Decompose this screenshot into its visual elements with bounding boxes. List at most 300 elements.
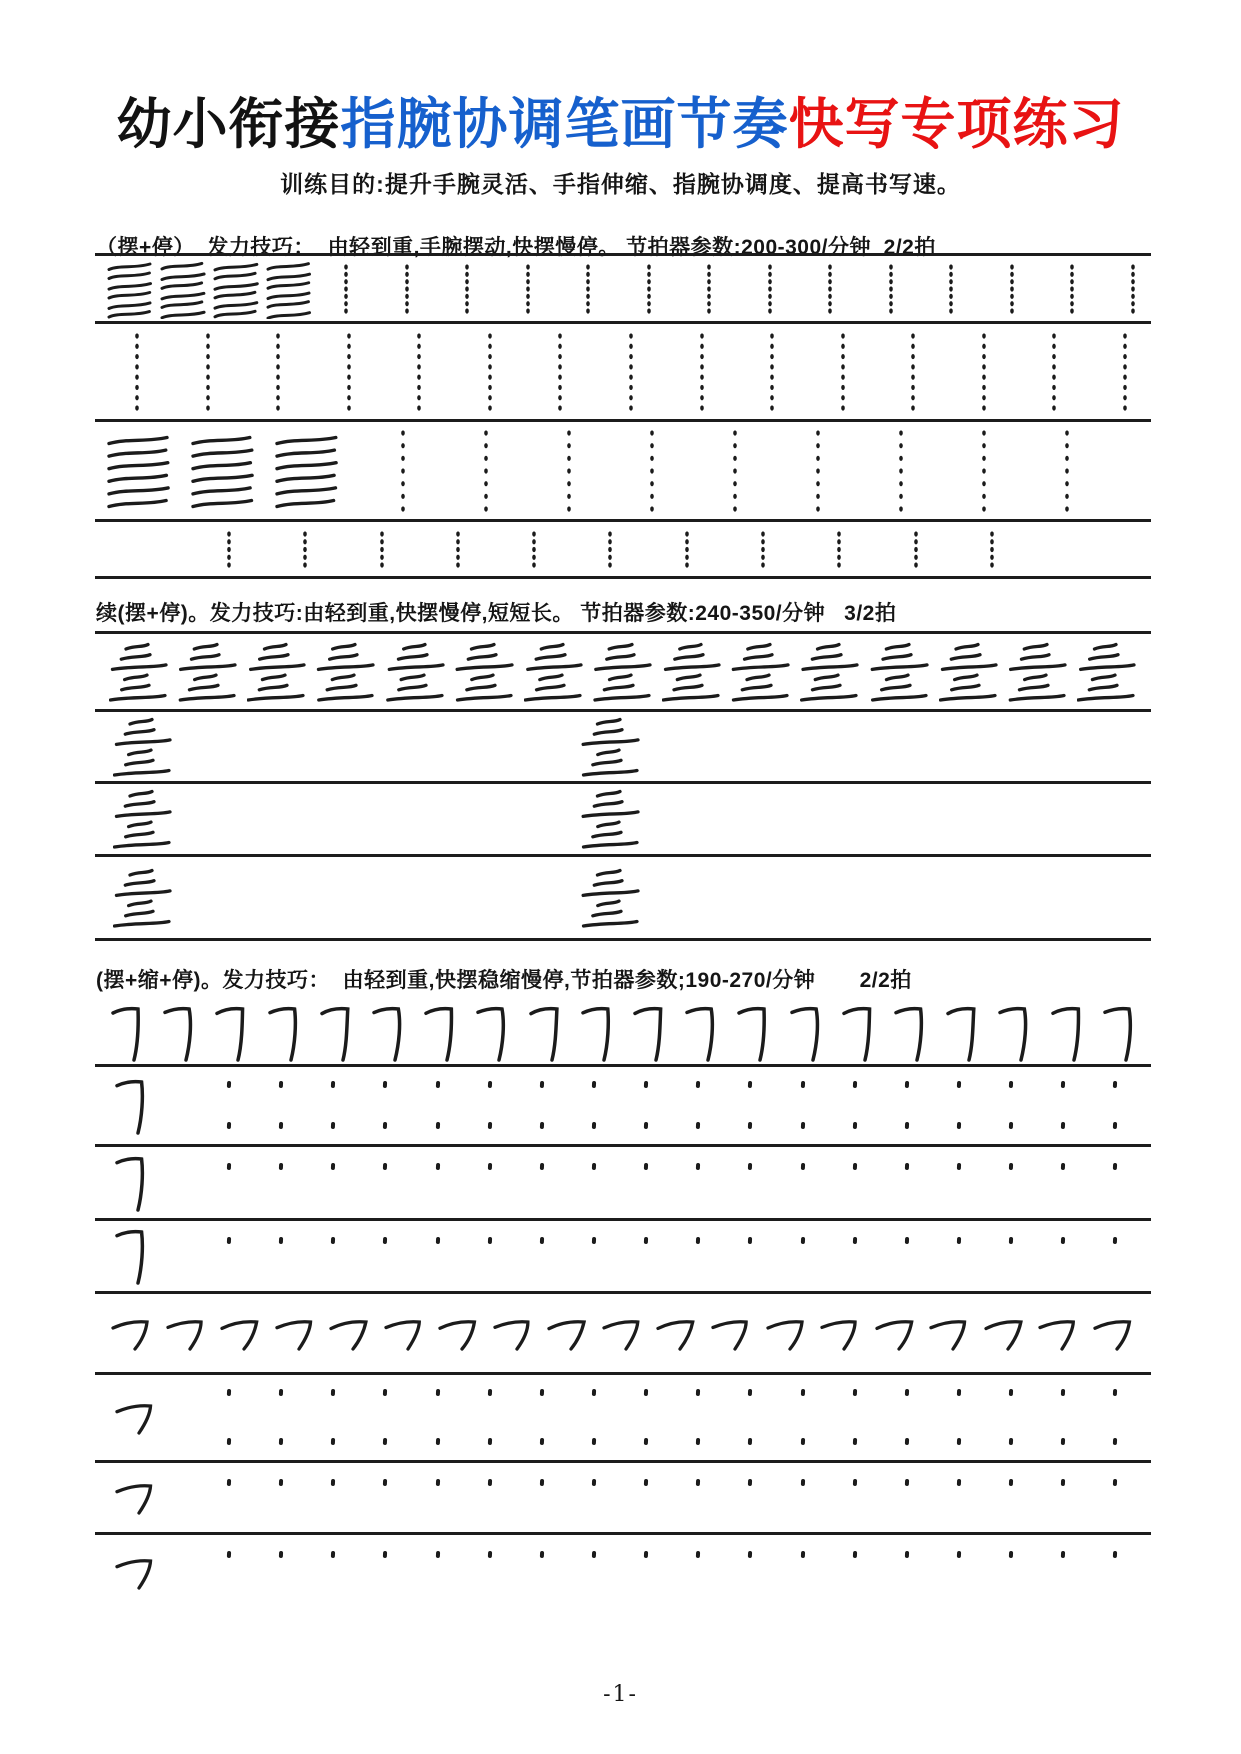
guide-dot bbox=[488, 1237, 492, 1244]
horizontal-fold-small-stroke-glyph bbox=[436, 1315, 482, 1353]
horizontal-fold-small-stroke-glyph bbox=[273, 1315, 319, 1353]
guide-dot bbox=[488, 1389, 492, 1396]
guide-dot bbox=[540, 1237, 544, 1244]
guide-dot bbox=[227, 1163, 231, 1170]
dot-guide-column bbox=[627, 331, 635, 413]
guide-dot bbox=[748, 1237, 752, 1244]
dot-guide-column bbox=[403, 262, 411, 316]
dot-guide-column bbox=[556, 331, 564, 413]
guide-dot bbox=[488, 1163, 492, 1170]
horizontal-fold-small-stroke-glyph bbox=[113, 1399, 159, 1437]
short-short-long-stroke-glyph bbox=[113, 715, 173, 779]
guide-dot bbox=[696, 1551, 700, 1558]
horizontal-fold-stroke-glyph bbox=[266, 1002, 302, 1064]
short-short-long-stroke-glyph bbox=[1077, 640, 1137, 704]
guide-dot bbox=[1009, 1479, 1013, 1486]
dot-guide-column bbox=[1063, 428, 1071, 514]
guide-dot bbox=[331, 1389, 335, 1396]
guide-dot bbox=[696, 1389, 700, 1396]
short-short-long-stroke-glyph bbox=[800, 640, 860, 704]
guide-dot bbox=[957, 1081, 961, 1088]
guide-dot bbox=[748, 1081, 752, 1088]
dot-guide-column bbox=[530, 529, 538, 570]
dot-guide-row bbox=[227, 1551, 1117, 1558]
dot-guide-column bbox=[980, 428, 988, 514]
guide-dot bbox=[540, 1121, 544, 1128]
dot-guide-column bbox=[274, 331, 282, 413]
short-short-long-stroke-glyph bbox=[731, 640, 791, 704]
practice-row bbox=[95, 712, 1151, 784]
guide-dot bbox=[331, 1121, 335, 1128]
horizontal-fold-small-stroke-glyph bbox=[873, 1315, 919, 1353]
guide-dot bbox=[279, 1389, 283, 1396]
guide-dot bbox=[331, 1163, 335, 1170]
practice-block-1 bbox=[95, 253, 1151, 579]
title-segment-black: 幼小衔接 bbox=[116, 91, 341, 156]
horizontal-fold-small-stroke-glyph bbox=[1091, 1315, 1137, 1353]
guide-dot bbox=[1009, 1163, 1013, 1170]
guide-dot bbox=[644, 1479, 648, 1486]
short-short-long-stroke-glyph bbox=[109, 640, 169, 704]
dot-guide-column bbox=[1008, 262, 1016, 316]
guide-dot bbox=[1009, 1551, 1013, 1558]
guide-dot bbox=[748, 1551, 752, 1558]
short-short-long-stroke-glyph bbox=[662, 640, 722, 704]
short-short-long-stroke-glyph bbox=[386, 640, 446, 704]
practice-row bbox=[95, 1067, 1151, 1147]
guide-dot bbox=[488, 1479, 492, 1486]
guide-dot bbox=[853, 1163, 857, 1170]
guide-dot bbox=[748, 1163, 752, 1170]
guide-dot bbox=[644, 1437, 648, 1444]
dot-guide-column bbox=[1121, 331, 1129, 413]
short-short-long-stroke-glyph bbox=[870, 640, 930, 704]
guide-dot bbox=[800, 1237, 804, 1244]
practice-row bbox=[95, 422, 1151, 522]
dot-guide-column bbox=[826, 262, 834, 316]
dot-guide-row bbox=[227, 1389, 1117, 1396]
dot-guide-column bbox=[342, 262, 350, 316]
dot-guide-column bbox=[1068, 262, 1076, 316]
guide-dot bbox=[1061, 1551, 1065, 1558]
dot-guide-columns bbox=[341, 428, 1151, 514]
dot-guide-column bbox=[378, 529, 386, 570]
waves-stroke-glyph bbox=[158, 259, 208, 319]
guide-dot bbox=[227, 1551, 231, 1558]
horizontal-fold-stroke-glyph bbox=[788, 1002, 824, 1064]
guide-dot bbox=[279, 1121, 283, 1128]
dot-guide-column bbox=[698, 331, 706, 413]
waves-wide-stroke-glyph bbox=[273, 432, 341, 510]
guide-dot bbox=[957, 1479, 961, 1486]
guide-dot bbox=[1061, 1121, 1065, 1128]
page-subtitle: 训练目的:提升手腕灵活、手指伸缩、指腕协调度、提高书写速。 bbox=[280, 171, 961, 197]
section-3-header: (摆+缩+停)。发力技巧： 由轻到重,快摆稳缩慢停,节拍器参数;190-270/分钟 2/2拍 bbox=[96, 969, 912, 992]
guide-dot bbox=[279, 1479, 283, 1486]
dot-guide-column bbox=[814, 428, 822, 514]
horizontal-fold-small-stroke-glyph bbox=[327, 1315, 373, 1353]
guide-dot bbox=[644, 1551, 648, 1558]
practice-block-3b bbox=[95, 1295, 1151, 1611]
guide-dot bbox=[435, 1121, 439, 1128]
dot-guide-column bbox=[565, 428, 573, 514]
dot-guide-column bbox=[731, 428, 739, 514]
short-short-long-stroke-glyph bbox=[113, 866, 173, 930]
guide-dot bbox=[1061, 1163, 1065, 1170]
practice-block-2 bbox=[95, 631, 1151, 941]
guide-dot bbox=[1113, 1389, 1117, 1396]
short-short-long-stroke-glyph bbox=[247, 640, 307, 704]
guide-dot bbox=[488, 1121, 492, 1128]
guide-dot bbox=[383, 1479, 387, 1486]
dot-guide-rows bbox=[227, 1535, 1117, 1611]
guide-dot bbox=[227, 1389, 231, 1396]
guide-dot bbox=[905, 1163, 909, 1170]
guide-dot bbox=[644, 1121, 648, 1128]
guide-dot bbox=[540, 1163, 544, 1170]
guide-dot bbox=[905, 1437, 909, 1444]
short-short-long-stroke-glyph bbox=[593, 640, 653, 704]
dot-guide-columns bbox=[95, 331, 1151, 413]
dot-guide-column bbox=[648, 428, 656, 514]
short-short-long-stroke-glyph bbox=[178, 640, 238, 704]
guide-dot bbox=[800, 1081, 804, 1088]
dot-guide-column bbox=[766, 262, 774, 316]
page-title bbox=[0, 80, 1241, 159]
guide-dot bbox=[1113, 1437, 1117, 1444]
guide-dot bbox=[488, 1081, 492, 1088]
guide-dot bbox=[1113, 1081, 1117, 1088]
guide-dot bbox=[279, 1551, 283, 1558]
dot-guide-column bbox=[897, 428, 905, 514]
horizontal-fold-stroke-glyph bbox=[1049, 1002, 1085, 1064]
guide-dot bbox=[383, 1437, 387, 1444]
horizontal-fold-stroke-glyph bbox=[113, 1075, 149, 1137]
horizontal-fold-small-stroke-glyph bbox=[109, 1315, 155, 1353]
practice-block-3a bbox=[95, 1002, 1151, 1294]
guide-dot bbox=[227, 1121, 231, 1128]
stroke-example-group bbox=[95, 432, 341, 510]
horizontal-fold-stroke-glyph bbox=[161, 1002, 197, 1064]
dot-guide-rows bbox=[227, 1463, 1117, 1532]
guide-dot bbox=[800, 1389, 804, 1396]
dot-guide-column bbox=[301, 529, 309, 570]
dot-guide-column bbox=[645, 262, 653, 316]
guide-dot bbox=[383, 1081, 387, 1088]
guide-dot bbox=[1113, 1163, 1117, 1170]
dot-guide-column bbox=[887, 262, 895, 316]
guide-dot bbox=[540, 1551, 544, 1558]
guide-dot bbox=[331, 1437, 335, 1444]
guide-dot bbox=[853, 1551, 857, 1558]
guide-dot bbox=[957, 1389, 961, 1396]
horizontal-fold-stroke-glyph bbox=[840, 1002, 876, 1064]
guide-dot bbox=[435, 1551, 439, 1558]
guide-dot bbox=[1009, 1237, 1013, 1244]
guide-dot bbox=[696, 1437, 700, 1444]
guide-dot bbox=[1061, 1237, 1065, 1244]
dot-guide-rows bbox=[227, 1375, 1117, 1460]
guide-dot bbox=[644, 1163, 648, 1170]
dot-guide-columns bbox=[95, 529, 1151, 570]
practice-row bbox=[95, 522, 1151, 579]
guide-dot bbox=[540, 1081, 544, 1088]
dot-guide-column bbox=[225, 529, 233, 570]
dot-guide-column bbox=[909, 331, 917, 413]
practice-row bbox=[95, 784, 1151, 857]
guide-dot bbox=[331, 1081, 335, 1088]
guide-dot bbox=[644, 1389, 648, 1396]
guide-dot bbox=[644, 1237, 648, 1244]
guide-dot bbox=[905, 1237, 909, 1244]
dot-guide-column bbox=[133, 331, 141, 413]
waves-stroke-glyph bbox=[105, 259, 155, 319]
horizontal-fold-small-stroke-glyph bbox=[1036, 1315, 1082, 1353]
guide-dot bbox=[957, 1163, 961, 1170]
guide-dot bbox=[957, 1237, 961, 1244]
horizontal-fold-small-stroke-glyph bbox=[113, 1479, 159, 1517]
guide-dot bbox=[748, 1389, 752, 1396]
horizontal-fold-small-stroke-glyph bbox=[491, 1315, 537, 1353]
title-segment-blue: 指腕协调笔画节奏 bbox=[340, 91, 789, 156]
horizontal-fold-stroke-glyph bbox=[735, 1002, 771, 1064]
dot-guide-row bbox=[227, 1163, 1117, 1170]
guide-dot bbox=[592, 1389, 596, 1396]
guide-dot bbox=[227, 1081, 231, 1088]
dot-guide-column bbox=[415, 331, 423, 413]
guide-dot bbox=[905, 1121, 909, 1128]
horizontal-fold-stroke-glyph bbox=[422, 1002, 458, 1064]
horizontal-fold-small-stroke-glyph bbox=[600, 1315, 646, 1353]
guide-dot bbox=[1061, 1389, 1065, 1396]
guide-dot bbox=[383, 1121, 387, 1128]
page-number: -1- bbox=[603, 1682, 638, 1707]
short-short-long-stroke-glyph bbox=[113, 787, 173, 851]
short-short-long-stroke-glyph bbox=[581, 866, 641, 930]
dot-guide-column bbox=[482, 428, 490, 514]
guide-dot bbox=[1061, 1081, 1065, 1088]
waves-wide-stroke-glyph bbox=[189, 432, 257, 510]
guide-dot bbox=[279, 1081, 283, 1088]
guide-dot bbox=[853, 1389, 857, 1396]
horizontal-fold-stroke-glyph bbox=[370, 1002, 406, 1064]
practice-row bbox=[95, 857, 1151, 941]
horizontal-fold-small-stroke-glyph bbox=[654, 1315, 700, 1353]
dot-guide-rows bbox=[227, 1067, 1117, 1144]
practice-row bbox=[95, 634, 1151, 712]
guide-dot bbox=[592, 1551, 596, 1558]
short-short-long-stroke-glyph bbox=[581, 787, 641, 851]
guide-dot bbox=[435, 1389, 439, 1396]
guide-dot bbox=[853, 1121, 857, 1128]
guide-dot bbox=[1061, 1437, 1065, 1444]
dot-guide-column bbox=[463, 262, 471, 316]
practice-row bbox=[95, 1535, 1151, 1611]
guide-dot bbox=[696, 1237, 700, 1244]
guide-dot bbox=[1113, 1479, 1117, 1486]
guide-dot bbox=[957, 1121, 961, 1128]
dot-guide-row bbox=[227, 1479, 1117, 1486]
horizontal-fold-stroke-glyph bbox=[1101, 1002, 1137, 1064]
guide-dot bbox=[800, 1121, 804, 1128]
dot-guide-column bbox=[345, 331, 353, 413]
horizontal-fold-small-stroke-glyph bbox=[927, 1315, 973, 1353]
guide-dot bbox=[435, 1163, 439, 1170]
practice-row bbox=[95, 1295, 1151, 1375]
dot-guide-row bbox=[227, 1122, 1117, 1129]
guide-dot bbox=[1113, 1551, 1117, 1558]
guide-dot bbox=[1061, 1479, 1065, 1486]
guide-dot bbox=[227, 1479, 231, 1486]
guide-dot bbox=[696, 1081, 700, 1088]
dot-guide-column bbox=[839, 331, 847, 413]
guide-dot bbox=[227, 1237, 231, 1244]
guide-dot bbox=[383, 1237, 387, 1244]
horizontal-fold-stroke-glyph bbox=[631, 1002, 667, 1064]
guide-dot bbox=[696, 1479, 700, 1486]
practice-row bbox=[95, 1375, 1151, 1463]
dot-guide-column bbox=[988, 529, 996, 570]
section-1-header: （摆+停） 发力技巧： 由轻到重,手腕摆动,快摆慢停。 节拍器参数:200-300/分钟 2/2拍 bbox=[96, 236, 936, 259]
short-short-long-stroke-glyph bbox=[455, 640, 515, 704]
horizontal-fold-small-stroke-glyph bbox=[164, 1315, 210, 1353]
guide-dot bbox=[644, 1081, 648, 1088]
horizontal-fold-stroke-glyph bbox=[213, 1002, 249, 1064]
guide-dot bbox=[592, 1237, 596, 1244]
guide-dot bbox=[331, 1479, 335, 1486]
guide-dot bbox=[435, 1437, 439, 1444]
horizontal-fold-stroke-glyph bbox=[892, 1002, 928, 1064]
guide-dot bbox=[748, 1479, 752, 1486]
guide-dot bbox=[957, 1551, 961, 1558]
guide-dot bbox=[1113, 1121, 1117, 1128]
guide-dot bbox=[1009, 1121, 1013, 1128]
horizontal-fold-stroke-glyph bbox=[996, 1002, 1032, 1064]
guide-dot bbox=[1009, 1081, 1013, 1088]
dot-guide-column bbox=[486, 331, 494, 413]
horizontal-fold-stroke-glyph bbox=[527, 1002, 563, 1064]
dot-guide-column bbox=[759, 529, 767, 570]
horizontal-fold-small-stroke-glyph bbox=[709, 1315, 755, 1353]
short-short-long-stroke-glyph bbox=[1008, 640, 1068, 704]
guide-dot bbox=[435, 1479, 439, 1486]
guide-dot bbox=[540, 1437, 544, 1444]
guide-dot bbox=[279, 1163, 283, 1170]
waves-wide-stroke-glyph bbox=[105, 432, 173, 510]
practice-row bbox=[95, 324, 1151, 422]
guide-dot bbox=[905, 1479, 909, 1486]
guide-dot bbox=[800, 1479, 804, 1486]
guide-dot bbox=[800, 1437, 804, 1444]
guide-dot bbox=[592, 1437, 596, 1444]
dot-guide-columns bbox=[314, 262, 1151, 316]
dot-guide-rows bbox=[227, 1147, 1117, 1218]
guide-dot bbox=[592, 1163, 596, 1170]
guide-dot bbox=[592, 1081, 596, 1088]
horizontal-fold-small-stroke-glyph bbox=[382, 1315, 428, 1353]
guide-dot bbox=[383, 1551, 387, 1558]
guide-dot bbox=[853, 1437, 857, 1444]
guide-dot bbox=[488, 1551, 492, 1558]
dot-guide-row bbox=[227, 1237, 1117, 1244]
dot-guide-column bbox=[606, 529, 614, 570]
dot-guide-column bbox=[980, 331, 988, 413]
guide-dot bbox=[540, 1389, 544, 1396]
dot-guide-row bbox=[227, 1438, 1117, 1445]
guide-dot bbox=[1113, 1237, 1117, 1244]
dot-guide-column bbox=[705, 262, 713, 316]
practice-row bbox=[95, 1463, 1151, 1535]
horizontal-fold-small-stroke-glyph bbox=[764, 1315, 810, 1353]
dot-guide-column bbox=[835, 529, 843, 570]
guide-dot bbox=[435, 1237, 439, 1244]
guide-dot bbox=[331, 1551, 335, 1558]
guide-dot bbox=[800, 1163, 804, 1170]
dot-guide-column bbox=[683, 529, 691, 570]
horizontal-fold-stroke-glyph bbox=[944, 1002, 980, 1064]
guide-dot bbox=[696, 1163, 700, 1170]
dot-guide-row bbox=[227, 1081, 1117, 1088]
guide-dot bbox=[905, 1081, 909, 1088]
practice-row bbox=[95, 1221, 1151, 1294]
dot-guide-column bbox=[912, 529, 920, 570]
guide-dot bbox=[748, 1437, 752, 1444]
guide-dot bbox=[1009, 1389, 1013, 1396]
guide-dot bbox=[905, 1389, 909, 1396]
horizontal-fold-small-stroke-glyph bbox=[113, 1554, 159, 1592]
horizontal-fold-stroke-glyph bbox=[579, 1002, 615, 1064]
practice-row bbox=[95, 1147, 1151, 1221]
dot-guide-column bbox=[1050, 331, 1058, 413]
guide-dot bbox=[592, 1121, 596, 1128]
practice-row bbox=[95, 256, 1151, 324]
short-short-long-stroke-glyph bbox=[939, 640, 999, 704]
dot-guide-column bbox=[454, 529, 462, 570]
waves-stroke-glyph bbox=[264, 259, 314, 319]
guide-dot bbox=[905, 1551, 909, 1558]
horizontal-fold-stroke-glyph bbox=[109, 1002, 145, 1064]
horizontal-fold-small-stroke-glyph bbox=[982, 1315, 1028, 1353]
dot-guide-column bbox=[584, 262, 592, 316]
guide-dot bbox=[279, 1437, 283, 1444]
practice-row bbox=[95, 1002, 1151, 1067]
horizontal-fold-small-stroke-glyph bbox=[218, 1315, 264, 1353]
guide-dot bbox=[853, 1081, 857, 1088]
dot-guide-column bbox=[204, 331, 212, 413]
guide-dot bbox=[383, 1163, 387, 1170]
guide-dot bbox=[748, 1121, 752, 1128]
short-short-long-stroke-glyph bbox=[316, 640, 376, 704]
guide-dot bbox=[227, 1437, 231, 1444]
guide-dot bbox=[957, 1437, 961, 1444]
dot-guide-column bbox=[524, 262, 532, 316]
dot-guide-column bbox=[768, 331, 776, 413]
horizontal-fold-stroke-glyph bbox=[113, 1152, 149, 1214]
dot-guide-column bbox=[1129, 262, 1137, 316]
guide-dot bbox=[331, 1237, 335, 1244]
title-segment-red: 快写专项练习 bbox=[788, 91, 1125, 156]
section-2-header: 续(摆+停)。发力技巧:由轻到重,快摆慢停,短短长。 节拍器参数:240-350/分钟 3/2拍 bbox=[96, 602, 897, 625]
guide-dot bbox=[800, 1551, 804, 1558]
waves-stroke-glyph bbox=[211, 259, 261, 319]
stroke-example-group bbox=[95, 259, 314, 319]
guide-dot bbox=[592, 1479, 596, 1486]
dot-guide-rows bbox=[227, 1221, 1117, 1291]
guide-dot bbox=[488, 1437, 492, 1444]
horizontal-fold-stroke-glyph bbox=[683, 1002, 719, 1064]
horizontal-fold-stroke-glyph bbox=[474, 1002, 510, 1064]
guide-dot bbox=[853, 1479, 857, 1486]
